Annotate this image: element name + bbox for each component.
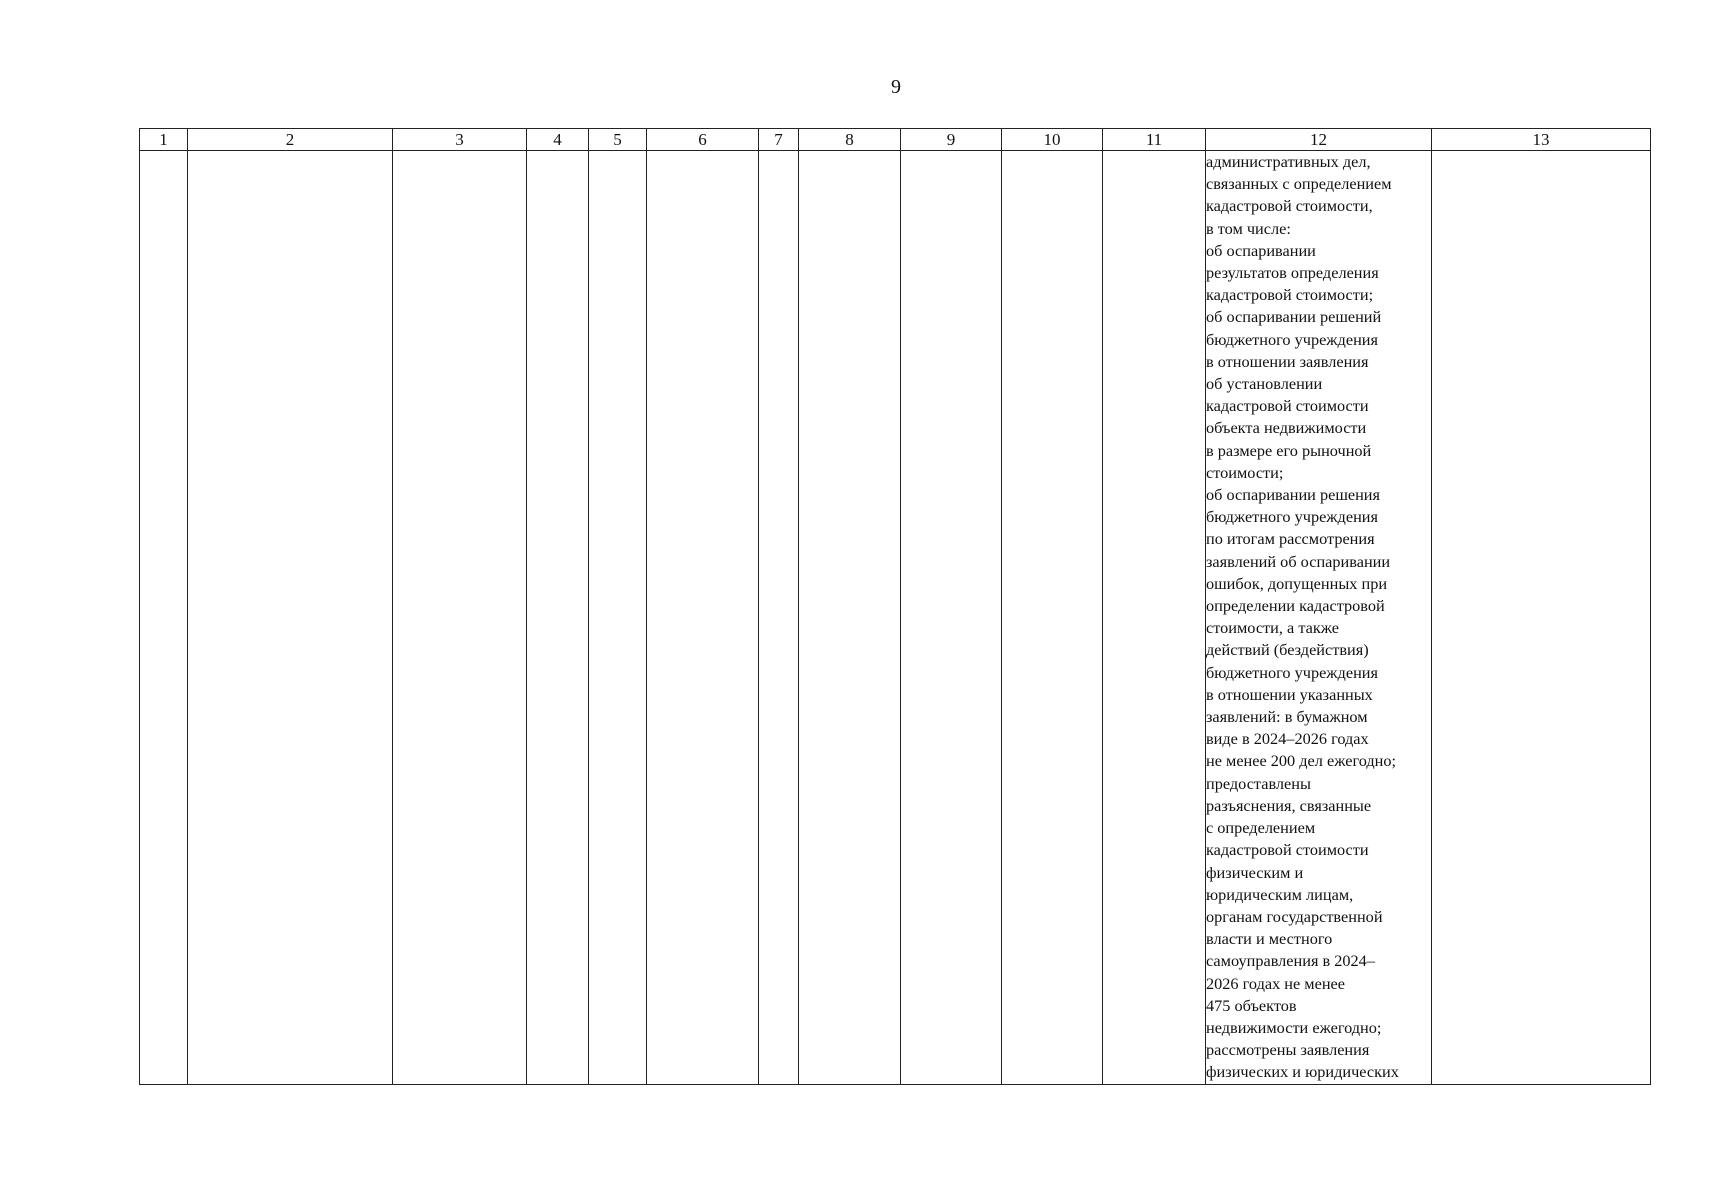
column-header-7: 7	[759, 129, 799, 151]
cell-text-line: в размере его рыночной	[1206, 440, 1372, 460]
table-cell-col-6	[647, 151, 759, 1085]
cell-text-line: кадастровой стоимости	[1206, 840, 1369, 860]
page-number: 9	[891, 76, 901, 98]
cell-text-line: власти и местного	[1206, 929, 1333, 949]
cell-text-line: виде в 2024–2026 годах	[1206, 729, 1369, 749]
column-header-4: 4	[527, 129, 589, 151]
cell-text-line: кадастровой стоимости;	[1206, 285, 1374, 305]
cell-text-line: объекта недвижимости	[1206, 418, 1367, 438]
table-cell-col-3	[393, 151, 527, 1085]
cell-text-line: кадастровой стоимости,	[1206, 196, 1373, 216]
cell-text-line: бюджетного учреждения	[1206, 507, 1378, 527]
table-cell-col-7	[759, 151, 799, 1085]
cell-text-line: бюджетного учреждения	[1206, 329, 1378, 349]
column-header-9: 9	[901, 129, 1002, 151]
cell-text-line: в отношении указанных	[1206, 684, 1373, 704]
document-table	[139, 128, 1651, 1085]
column-header-6: 6	[647, 129, 759, 151]
cell-text-line: определении кадастровой	[1206, 596, 1385, 616]
table-cell-col-9	[901, 151, 1002, 1085]
cell-text-line: заявлений: в бумажном	[1206, 707, 1368, 727]
cell-text-line: по итогам рассмотрения	[1206, 529, 1375, 549]
cell-text-line: об оспаривании решения	[1206, 485, 1381, 505]
cell-text-line: бюджетного учреждения	[1206, 662, 1378, 682]
cell-text-line: стоимости;	[1206, 462, 1284, 482]
cell-text-line: кадастровой стоимости	[1206, 396, 1369, 416]
table-cell-col-8	[799, 151, 901, 1085]
cell-text-line: об оспаривании	[1206, 240, 1316, 260]
table-cell-col-10	[1002, 151, 1103, 1085]
cell-text-line: юридическим лицам,	[1206, 884, 1354, 904]
cell-text-line: разъяснения, связанные	[1206, 795, 1372, 815]
column-header-13: 13	[1432, 129, 1651, 151]
cell-text-line: административных дел,	[1206, 152, 1371, 171]
header-row	[140, 129, 1651, 151]
cell-text-line: физических и юридических	[1206, 1062, 1399, 1082]
column-header-10: 10	[1002, 129, 1103, 151]
cell-text-line: рассмотрены заявления	[1206, 1040, 1370, 1060]
column-header-8: 8	[799, 129, 901, 151]
table-cell-col-13	[1432, 151, 1651, 1085]
table-cell-col-5	[589, 151, 647, 1085]
cell-text-line: связанных с определением	[1206, 174, 1392, 194]
column-header-5: 5	[589, 129, 647, 151]
cell-text-line: недвижимости ежегодно;	[1206, 1017, 1382, 1037]
cell-text-line: органам государственной	[1206, 906, 1383, 926]
cell-text-line: в том числе:	[1206, 218, 1291, 238]
table-row	[140, 151, 1651, 1085]
cell-text-line: об установлении	[1206, 374, 1323, 394]
column-header-1: 1	[140, 129, 188, 151]
table-cell-col-2	[188, 151, 393, 1085]
table-cell-col-1	[140, 151, 188, 1085]
column-header-12: 12	[1206, 129, 1432, 151]
cell-text-line: самоуправления в 2024–	[1206, 951, 1375, 971]
column-header-2: 2	[188, 129, 393, 151]
cell-text-line: стоимости, а также	[1206, 618, 1340, 638]
cell-text-line: физическим и	[1206, 862, 1304, 882]
cell-text-line: 475 объектов	[1206, 995, 1297, 1015]
cell-text-line: действий (бездействия)	[1206, 640, 1369, 660]
table-cell-col-12	[1206, 151, 1432, 1085]
table-cell-col-4	[527, 151, 589, 1085]
cell-text-line: с определением	[1206, 818, 1316, 838]
column-header-11: 11	[1103, 129, 1206, 151]
cell-text-line: ошибок, допущенных при	[1206, 573, 1388, 593]
cell-text-line: заявлений об оспаривании	[1206, 551, 1391, 571]
cell-text-line: в отношении заявления	[1206, 351, 1369, 371]
cell-text-line: предоставлены	[1206, 773, 1311, 793]
cell-text-line: результатов определения	[1206, 263, 1379, 283]
cell-text-line: не менее 200 дел ежегодно;	[1206, 751, 1397, 771]
table-cell-col-11	[1103, 151, 1206, 1085]
column-header-3: 3	[393, 129, 527, 151]
cell-text-line: об оспаривании решений	[1206, 307, 1382, 327]
cell-text-line: 2026 годах не менее	[1206, 973, 1346, 993]
